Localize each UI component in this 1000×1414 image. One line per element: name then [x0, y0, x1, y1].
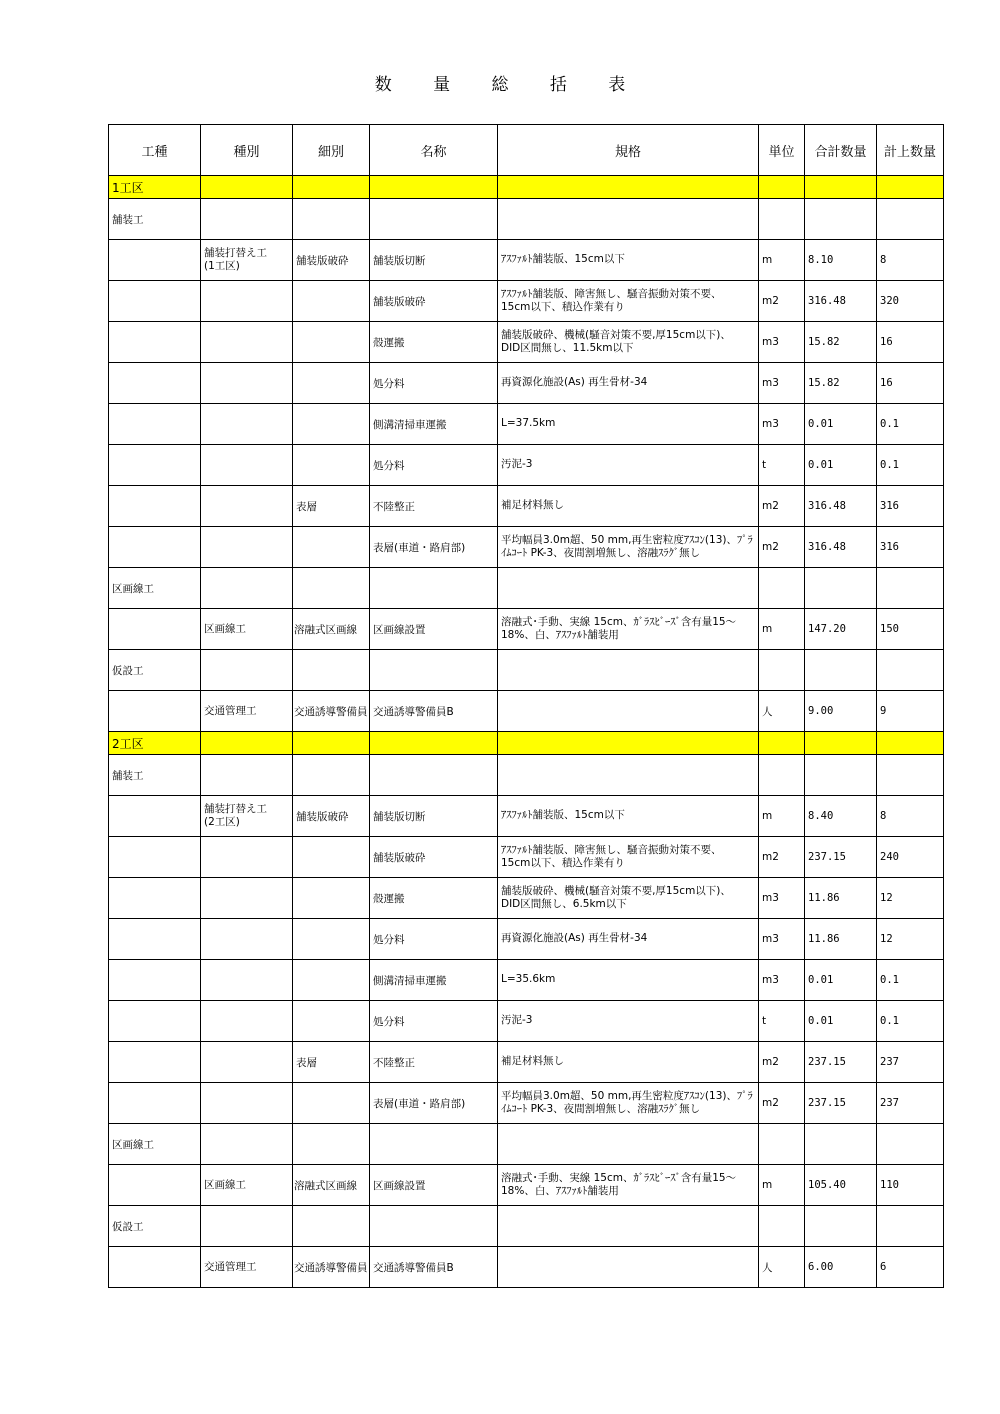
category-cell — [201, 1042, 293, 1083]
subcategory-cell: 表層 — [293, 1042, 370, 1083]
total-quantity-cell: 8.40 — [805, 796, 877, 837]
booked-quantity-cell: 12 — [877, 878, 944, 919]
subcategory-cell: 舗装版破砕 — [293, 240, 370, 281]
work-type-cell — [109, 609, 201, 650]
booked-quantity-cell: 0.1 — [877, 404, 944, 445]
empty-cell — [293, 755, 370, 796]
work-type-label: 舗装工 — [109, 199, 201, 240]
work-type-cell — [109, 878, 201, 919]
empty-cell — [293, 1206, 370, 1247]
empty-cell — [293, 199, 370, 240]
empty-cell — [805, 1124, 877, 1165]
work-type-cell — [109, 919, 201, 960]
unit-cell: m — [759, 609, 805, 650]
empty-cell — [293, 650, 370, 691]
total-quantity-cell: 15.82 — [805, 322, 877, 363]
total-quantity-cell: 147.20 — [805, 609, 877, 650]
work-type-label: 区画線工 — [109, 1124, 201, 1165]
empty-cell — [370, 1124, 498, 1165]
booked-quantity-cell: 12 — [877, 919, 944, 960]
name-cell: 舗装版破砕 — [370, 837, 498, 878]
work-type-row — [109, 755, 944, 796]
booked-quantity-cell: 237 — [877, 1083, 944, 1124]
name-cell: 処分料 — [370, 919, 498, 960]
table-row — [109, 1247, 944, 1288]
specification-cell: 平均幅員3.0m超、50 mm,再生密粒度ｱｽｺﾝ(13)、ﾌﾟﾗ ｲﾑｺｰﾄ PK-3、夜間割増無し、溶融ｽﾗｸﾞ無し — [498, 1083, 759, 1124]
total-quantity-cell: 0.01 — [805, 404, 877, 445]
table-row — [109, 878, 944, 919]
specification-cell: ｱｽﾌｧﾙﾄ舗装版、15cm以下 — [498, 240, 759, 281]
booked-quantity-cell: 8 — [877, 240, 944, 281]
subcategory-cell — [293, 1083, 370, 1124]
unit-cell: m2 — [759, 837, 805, 878]
specification-cell: L=37.5km — [498, 404, 759, 445]
empty-cell — [498, 568, 759, 609]
section-empty-cell — [759, 732, 805, 755]
specification-cell: 舗装版破砕、機械(騒音対策不要,厚15cm以下)、 DID区間無し、6.5km以下 — [498, 878, 759, 919]
specification-cell: 補足材料無し — [498, 486, 759, 527]
category-cell — [201, 486, 293, 527]
table-row — [109, 1083, 944, 1124]
empty-cell — [877, 1206, 944, 1247]
total-quantity-cell: 6.00 — [805, 1247, 877, 1288]
subcategory-cell: 溶融式区画線 — [293, 609, 370, 650]
booked-quantity-cell: 150 — [877, 609, 944, 650]
header-row — [109, 125, 944, 176]
unit-cell: m2 — [759, 486, 805, 527]
booked-quantity-cell: 0.1 — [877, 960, 944, 1001]
category-cell: 区画線工 — [201, 1165, 293, 1206]
section-empty-cell — [759, 176, 805, 199]
table-row — [109, 960, 944, 1001]
category-cell — [201, 404, 293, 445]
category-cell: 舗装打替え工 (1工区) — [201, 240, 293, 281]
work-type-label: 仮設工 — [109, 1206, 201, 1247]
unit-cell: m3 — [759, 919, 805, 960]
category-cell — [201, 919, 293, 960]
name-cell: 不陸整正 — [370, 486, 498, 527]
booked-quantity-cell: 16 — [877, 322, 944, 363]
empty-cell — [201, 755, 293, 796]
table-row — [109, 445, 944, 486]
section-empty-cell — [498, 176, 759, 199]
booked-quantity-cell: 316 — [877, 486, 944, 527]
empty-cell — [201, 1124, 293, 1165]
unit-cell: 人 — [759, 1247, 805, 1288]
category-cell — [201, 281, 293, 322]
section-empty-cell — [201, 176, 293, 199]
work-type-cell — [109, 1247, 201, 1288]
empty-cell — [201, 1206, 293, 1247]
empty-cell — [877, 650, 944, 691]
empty-cell — [759, 650, 805, 691]
unit-cell: m3 — [759, 960, 805, 1001]
unit-cell: m2 — [759, 281, 805, 322]
section-empty-cell — [877, 176, 944, 199]
header-cell-unit: 単位 — [759, 125, 805, 176]
header-cell-specification: 規格 — [498, 125, 759, 176]
unit-cell: m — [759, 1165, 805, 1206]
empty-cell — [370, 199, 498, 240]
empty-cell — [877, 199, 944, 240]
quantity-summary-table — [108, 124, 944, 1288]
empty-cell — [805, 568, 877, 609]
table-row — [109, 1001, 944, 1042]
specification-cell: 溶融式･手動、実線 15cm、ｶﾞﾗｽﾋﾞｰｽﾞ含有量15～ 18%、白、ｱｽﾌｧﾙﾄ舗装用 — [498, 609, 759, 650]
name-cell: 表層(車道・路肩部) — [370, 1083, 498, 1124]
work-type-cell — [109, 527, 201, 568]
subcategory-cell — [293, 445, 370, 486]
header-cell-category: 種別 — [201, 125, 293, 176]
empty-cell — [370, 1206, 498, 1247]
work-type-label: 区画線工 — [109, 568, 201, 609]
table-row — [109, 527, 944, 568]
specification-cell: 舗装版破砕、機械(騒音対策不要,厚15cm以下)、 DID区間無し、11.5km以下 — [498, 322, 759, 363]
total-quantity-cell: 316.48 — [805, 281, 877, 322]
name-cell: 舗装版破砕 — [370, 281, 498, 322]
subcategory-cell: 交通誘導警備員 — [293, 691, 370, 732]
name-cell: 処分料 — [370, 445, 498, 486]
empty-cell — [293, 568, 370, 609]
work-type-cell — [109, 691, 201, 732]
empty-cell — [805, 755, 877, 796]
section-empty-cell — [805, 732, 877, 755]
empty-cell — [759, 1206, 805, 1247]
category-cell — [201, 1083, 293, 1124]
specification-cell: 溶融式･手動、実線 15cm、ｶﾞﾗｽﾋﾞｰｽﾞ含有量15～ 18%、白、ｱｽﾌｧﾙﾄ舗装用 — [498, 1165, 759, 1206]
subcategory-cell — [293, 322, 370, 363]
work-type-cell — [109, 960, 201, 1001]
unit-cell: t — [759, 445, 805, 486]
booked-quantity-cell: 0.1 — [877, 445, 944, 486]
table-row — [109, 1165, 944, 1206]
total-quantity-cell: 11.86 — [805, 919, 877, 960]
category-cell — [201, 1001, 293, 1042]
table-row — [109, 1042, 944, 1083]
total-quantity-cell: 8.10 — [805, 240, 877, 281]
category-cell: 区画線工 — [201, 609, 293, 650]
table-body — [109, 176, 944, 1288]
category-cell: 交通管理工 — [201, 691, 293, 732]
unit-cell: m — [759, 796, 805, 837]
unit-cell: m3 — [759, 363, 805, 404]
empty-cell — [805, 199, 877, 240]
total-quantity-cell: 0.01 — [805, 445, 877, 486]
name-cell: 交通誘導警備員B — [370, 691, 498, 732]
header-cell-booked-quantity: 計上数量 — [877, 125, 944, 176]
work-type-row — [109, 199, 944, 240]
subcategory-cell — [293, 878, 370, 919]
empty-cell — [805, 1206, 877, 1247]
section-empty-cell — [370, 176, 498, 199]
booked-quantity-cell: 110 — [877, 1165, 944, 1206]
booked-quantity-cell: 316 — [877, 527, 944, 568]
booked-quantity-cell: 9 — [877, 691, 944, 732]
empty-cell — [877, 1124, 944, 1165]
work-type-cell — [109, 240, 201, 281]
table-row — [109, 240, 944, 281]
work-type-cell — [109, 486, 201, 527]
empty-cell — [293, 1124, 370, 1165]
table-row — [109, 609, 944, 650]
total-quantity-cell: 105.40 — [805, 1165, 877, 1206]
total-quantity-cell: 237.15 — [805, 837, 877, 878]
category-cell — [201, 960, 293, 1001]
name-cell: 殻運搬 — [370, 322, 498, 363]
section-row — [109, 732, 944, 755]
total-quantity-cell: 15.82 — [805, 363, 877, 404]
work-type-label: 舗装工 — [109, 755, 201, 796]
empty-cell — [759, 1124, 805, 1165]
specification-cell: 汚泥-3 — [498, 445, 759, 486]
specification-cell: ｱｽﾌｧﾙﾄ舗装版、障害無し、騒音振動対策不要、 15cm以下、積込作業有り — [498, 837, 759, 878]
specification-cell: ｱｽﾌｧﾙﾄ舗装版、15cm以下 — [498, 796, 759, 837]
booked-quantity-cell: 16 — [877, 363, 944, 404]
name-cell: 処分料 — [370, 1001, 498, 1042]
table-row — [109, 691, 944, 732]
unit-cell: m3 — [759, 322, 805, 363]
work-type-row — [109, 650, 944, 691]
empty-cell — [877, 755, 944, 796]
section-empty-cell — [805, 176, 877, 199]
empty-cell — [498, 1206, 759, 1247]
table-row — [109, 919, 944, 960]
subcategory-cell — [293, 363, 370, 404]
category-cell — [201, 322, 293, 363]
category-cell: 舗装打替え工 (2工区) — [201, 796, 293, 837]
empty-cell — [877, 568, 944, 609]
name-cell: 舗装版切断 — [370, 796, 498, 837]
empty-cell — [498, 1124, 759, 1165]
empty-cell — [498, 199, 759, 240]
header-cell-name: 名称 — [370, 125, 498, 176]
section-label: 1工区 — [109, 176, 201, 199]
subcategory-cell — [293, 281, 370, 322]
specification-cell: 再資源化施設(As) 再生骨材-34 — [498, 919, 759, 960]
category-cell — [201, 878, 293, 919]
empty-cell — [498, 650, 759, 691]
booked-quantity-cell: 0.1 — [877, 1001, 944, 1042]
section-empty-cell — [201, 732, 293, 755]
total-quantity-cell: 316.48 — [805, 486, 877, 527]
work-type-cell — [109, 1001, 201, 1042]
section-empty-cell — [877, 732, 944, 755]
specification-cell — [498, 1247, 759, 1288]
subcategory-cell — [293, 919, 370, 960]
empty-cell — [759, 199, 805, 240]
total-quantity-cell: 237.15 — [805, 1083, 877, 1124]
work-type-row — [109, 1124, 944, 1165]
subcategory-cell: 交通誘導警備員 — [293, 1247, 370, 1288]
unit-cell: m2 — [759, 1083, 805, 1124]
section-row — [109, 176, 944, 199]
category-cell — [201, 837, 293, 878]
work-type-cell — [109, 1165, 201, 1206]
unit-cell: m3 — [759, 878, 805, 919]
table-row — [109, 363, 944, 404]
name-cell: 側溝清掃車運搬 — [370, 404, 498, 445]
name-cell: 殻運搬 — [370, 878, 498, 919]
category-cell — [201, 363, 293, 404]
table-row — [109, 404, 944, 445]
name-cell: 処分料 — [370, 363, 498, 404]
section-empty-cell — [293, 732, 370, 755]
subcategory-cell: 表層 — [293, 486, 370, 527]
section-label: 2工区 — [109, 732, 201, 755]
name-cell: 不陸整正 — [370, 1042, 498, 1083]
subcategory-cell — [293, 960, 370, 1001]
total-quantity-cell: 316.48 — [805, 527, 877, 568]
empty-cell — [201, 568, 293, 609]
table-row — [109, 837, 944, 878]
section-empty-cell — [498, 732, 759, 755]
total-quantity-cell: 11.86 — [805, 878, 877, 919]
booked-quantity-cell: 8 — [877, 796, 944, 837]
unit-cell: 人 — [759, 691, 805, 732]
work-type-cell — [109, 281, 201, 322]
booked-quantity-cell: 320 — [877, 281, 944, 322]
work-type-cell — [109, 404, 201, 445]
unit-cell: m2 — [759, 527, 805, 568]
empty-cell — [805, 650, 877, 691]
booked-quantity-cell: 240 — [877, 837, 944, 878]
total-quantity-cell: 237.15 — [805, 1042, 877, 1083]
empty-cell — [370, 650, 498, 691]
work-type-cell — [109, 1083, 201, 1124]
total-quantity-cell: 0.01 — [805, 960, 877, 1001]
specification-cell: 汚泥-3 — [498, 1001, 759, 1042]
specification-cell: ｱｽﾌｧﾙﾄ舗装版、障害無し、騒音振動対策不要、 15cm以下、積込作業有り — [498, 281, 759, 322]
unit-cell: m3 — [759, 404, 805, 445]
empty-cell — [498, 755, 759, 796]
unit-cell: m2 — [759, 1042, 805, 1083]
table-row — [109, 281, 944, 322]
name-cell: 交通誘導警備員B — [370, 1247, 498, 1288]
name-cell: 表層(車道・路肩部) — [370, 527, 498, 568]
table-row — [109, 796, 944, 837]
total-quantity-cell: 9.00 — [805, 691, 877, 732]
table-row — [109, 486, 944, 527]
category-cell — [201, 527, 293, 568]
header-cell-work-type: 工種 — [109, 125, 201, 176]
work-type-cell — [109, 1042, 201, 1083]
category-cell — [201, 445, 293, 486]
work-type-label: 仮設工 — [109, 650, 201, 691]
specification-cell: 補足材料無し — [498, 1042, 759, 1083]
work-type-cell — [109, 837, 201, 878]
work-type-row — [109, 568, 944, 609]
unit-cell: m — [759, 240, 805, 281]
work-type-cell — [109, 796, 201, 837]
empty-cell — [370, 568, 498, 609]
subcategory-cell — [293, 1001, 370, 1042]
header-cell-total-quantity: 合計数量 — [805, 125, 877, 176]
header-cell-subcategory: 細別 — [293, 125, 370, 176]
empty-cell — [201, 199, 293, 240]
name-cell: 区画線設置 — [370, 609, 498, 650]
subcategory-cell — [293, 527, 370, 568]
subcategory-cell: 溶融式区画線 — [293, 1165, 370, 1206]
specification-cell: 再資源化施設(As) 再生骨材-34 — [498, 363, 759, 404]
name-cell: 区画線設置 — [370, 1165, 498, 1206]
empty-cell — [759, 568, 805, 609]
name-cell: 側溝清掃車運搬 — [370, 960, 498, 1001]
booked-quantity-cell: 237 — [877, 1042, 944, 1083]
empty-cell — [759, 755, 805, 796]
work-type-cell — [109, 322, 201, 363]
subcategory-cell: 舗装版破砕 — [293, 796, 370, 837]
category-cell: 交通管理工 — [201, 1247, 293, 1288]
subcategory-cell — [293, 404, 370, 445]
empty-cell — [201, 650, 293, 691]
booked-quantity-cell: 6 — [877, 1247, 944, 1288]
total-quantity-cell: 0.01 — [805, 1001, 877, 1042]
page-title: 数 量 総 括 表 — [374, 75, 644, 95]
specification-cell: 平均幅員3.0m超、50 mm,再生密粒度ｱｽｺﾝ(13)、ﾌﾟﾗ ｲﾑｺｰﾄ PK-3、夜間割増無し、溶融ｽﾗｸﾞ無し — [498, 527, 759, 568]
work-type-cell — [109, 363, 201, 404]
table-row — [109, 322, 944, 363]
specification-cell — [498, 691, 759, 732]
section-empty-cell — [370, 732, 498, 755]
name-cell: 舗装版切断 — [370, 240, 498, 281]
work-type-row — [109, 1206, 944, 1247]
subcategory-cell — [293, 837, 370, 878]
unit-cell: t — [759, 1001, 805, 1042]
work-type-cell — [109, 445, 201, 486]
specification-cell: L=35.6km — [498, 960, 759, 1001]
empty-cell — [370, 755, 498, 796]
section-empty-cell — [293, 176, 370, 199]
